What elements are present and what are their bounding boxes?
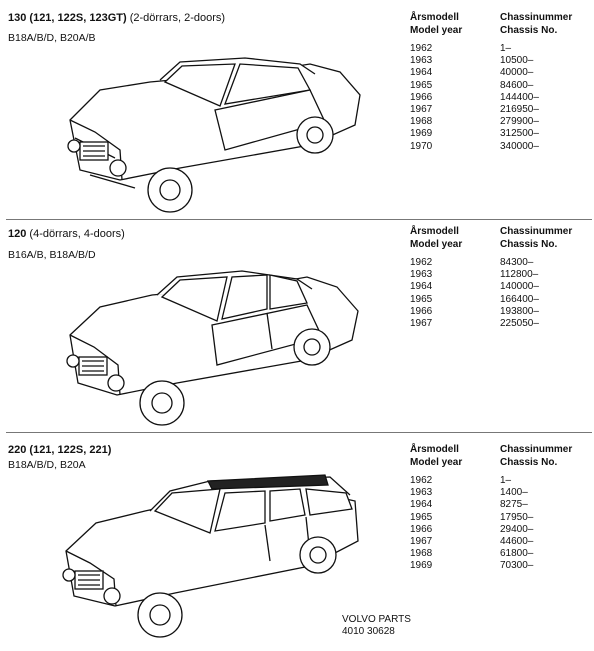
publisher-name: VOLVO PARTS bbox=[342, 614, 411, 625]
list-item: 193800– bbox=[500, 305, 539, 317]
year-header-sv: Årsmodell bbox=[410, 444, 459, 455]
year-header bbox=[410, 12, 462, 37]
list-item: 70300– bbox=[500, 560, 534, 572]
engine-codes: B18A/B/D, B20A bbox=[8, 459, 86, 471]
list-item: 1964 bbox=[410, 67, 433, 79]
list-item: 17950– bbox=[500, 511, 534, 523]
list-item: 1965 bbox=[410, 79, 433, 91]
list-item: 40000– bbox=[500, 67, 534, 79]
list-item: 1963 bbox=[410, 487, 433, 499]
year-header-sv: Årsmodell bbox=[410, 226, 459, 237]
list-item: 1– bbox=[500, 43, 512, 54]
list-item: 340000– bbox=[500, 140, 539, 152]
list-item: 312500– bbox=[500, 128, 539, 140]
list-item: 216950– bbox=[500, 103, 539, 115]
list-item: 1965 bbox=[410, 511, 433, 523]
list-item: 1400– bbox=[500, 487, 528, 499]
chassis-header-en: Chassis No. bbox=[500, 24, 558, 36]
chassis-header bbox=[500, 226, 572, 251]
year-list bbox=[410, 43, 432, 153]
chassis-header bbox=[500, 12, 572, 37]
list-item: 279900– bbox=[500, 116, 539, 128]
list-item: 1967 bbox=[410, 535, 433, 547]
list-item: 61800– bbox=[500, 548, 534, 560]
publisher-footer bbox=[342, 614, 411, 638]
year-list bbox=[410, 257, 432, 330]
model-name: 120 bbox=[8, 228, 27, 240]
chassis-list bbox=[500, 43, 539, 153]
list-item: 112800– bbox=[500, 269, 539, 281]
list-item: 1962 bbox=[410, 43, 433, 54]
list-item: 1966 bbox=[410, 523, 433, 535]
chassis-header-en: Chassis No. bbox=[500, 456, 558, 468]
year-header-en: Model year bbox=[410, 24, 463, 36]
engine-codes: B18A/B/D, B20A/B bbox=[8, 32, 96, 44]
chassis-header-sv: Chassinummer bbox=[500, 226, 573, 237]
chassis-list bbox=[500, 257, 539, 330]
door-count: (2-dörrars, 2-doors) bbox=[129, 12, 226, 24]
list-item: 1968 bbox=[410, 116, 433, 128]
list-item: 1964 bbox=[410, 499, 433, 511]
chassis-list bbox=[500, 475, 533, 573]
section-220 bbox=[0, 433, 594, 651]
list-item: 1966 bbox=[410, 305, 433, 317]
list-item: 1967 bbox=[410, 103, 433, 115]
chassis-header-en: Chassis No. bbox=[500, 238, 558, 250]
year-header-en: Model year bbox=[410, 238, 463, 250]
list-item: 1968 bbox=[410, 548, 433, 560]
engine-codes: B16A/B, B18A/B/D bbox=[8, 249, 96, 261]
list-item: 10500– bbox=[500, 55, 534, 67]
year-header-sv: Årsmodell bbox=[410, 12, 459, 23]
year-list bbox=[410, 475, 432, 573]
list-item: 1963 bbox=[410, 269, 433, 281]
chassis-header-sv: Chassinummer bbox=[500, 444, 573, 455]
model-name: 220 (121, 122S, 221) bbox=[8, 444, 112, 456]
list-item: 166400– bbox=[500, 293, 539, 305]
list-item: 84300– bbox=[500, 257, 534, 268]
list-item: 1962 bbox=[410, 475, 433, 486]
year-header-en: Model year bbox=[410, 456, 463, 468]
car-illustration-estate bbox=[60, 471, 370, 641]
list-item: 8275– bbox=[500, 499, 528, 511]
list-item: 144400– bbox=[500, 91, 539, 103]
section-title bbox=[8, 228, 125, 241]
list-item: 1967 bbox=[410, 317, 433, 329]
list-item: 140000– bbox=[500, 281, 539, 293]
car-illustration-4door bbox=[62, 265, 372, 430]
section-130 bbox=[0, 0, 594, 220]
list-item: 225050– bbox=[500, 317, 539, 329]
list-item: 1970 bbox=[410, 140, 433, 152]
car-illustration-2door bbox=[60, 50, 380, 220]
list-item: 1965 bbox=[410, 293, 433, 305]
chassis-header bbox=[500, 444, 572, 469]
section-120 bbox=[0, 220, 594, 432]
list-item: 1– bbox=[500, 475, 512, 486]
section-title bbox=[8, 12, 225, 25]
year-header bbox=[410, 226, 462, 251]
chassis-header-sv: Chassinummer bbox=[500, 12, 573, 23]
section-title bbox=[8, 444, 111, 457]
year-header bbox=[410, 444, 462, 469]
list-item: 29400– bbox=[500, 523, 534, 535]
document-number: 4010 30628 bbox=[342, 626, 395, 637]
list-item: 1962 bbox=[410, 257, 433, 268]
list-item: 1964 bbox=[410, 281, 433, 293]
list-item: 84600– bbox=[500, 79, 534, 91]
list-item: 44600– bbox=[500, 535, 534, 547]
model-name: 130 (121, 122S, 123GT) bbox=[8, 12, 127, 24]
list-item: 1969 bbox=[410, 560, 433, 572]
list-item: 1963 bbox=[410, 55, 433, 67]
door-count: (4-dörrars, 4-doors) bbox=[29, 228, 125, 240]
list-item: 1969 bbox=[410, 128, 433, 140]
list-item: 1966 bbox=[410, 91, 433, 103]
